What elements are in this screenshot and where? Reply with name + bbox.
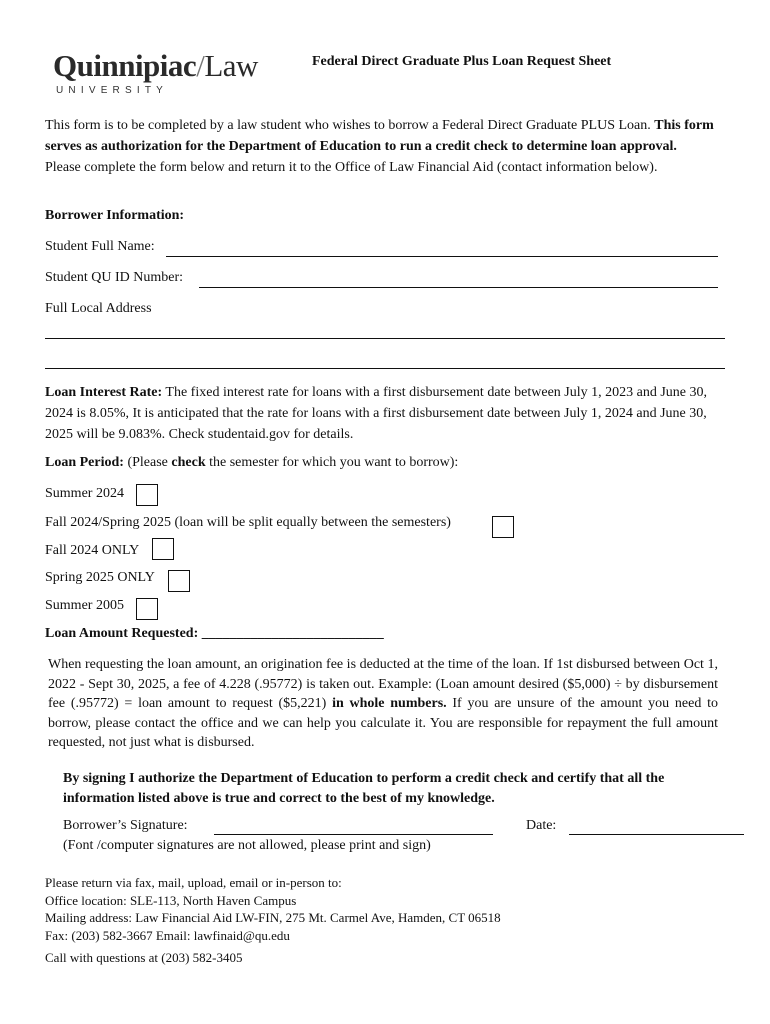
contact-line3: Mailing address: Law Financial Aid LW-FIN, 275 Mt. Carmel Ave, Hamden, CT 06518 [45,910,501,925]
loan-amount-heading: Loan Amount Requested: __________________________ [45,626,384,641]
logo-name: Quinnipiac [53,48,197,83]
intro-line1: This form is to be completed by a law student who wishes to borrow a Federal Direct Graduate PLUS Loan. [45,118,651,133]
option-summer-2024-checkbox[interactable] [136,484,158,506]
loan-amount-note: When requesting the loan amount, an origination fee is deducted at the time of the loan. If 1st disbursed between Oct 1, 2022 - Sept 30, 2025, a fee of 4.228 (.95772) is taken out. Example: (Loan amount desired ($5,000) ÷ by disbursement fee (.95772) = loan amount to request ($5,221) in whole numbers. If you are unsure of the amount you need to borrow, please contact the office and we can help you calculate it. You are responsible for repayment the full amount requested, not just what is disbursed. [48,657,718,750]
intro-paragraph [45,115,715,178]
student-id-label: Student QU ID Number: [45,270,184,285]
intro-rest: Please complete the form below and return it to the Office of Law Financial Aid (contact information below). [45,160,658,175]
logo-law: Law [204,48,258,83]
student-name-field[interactable] [166,256,718,257]
contact-line5: Call with questions at (203) 582-3405 [45,950,243,965]
borrower-heading: Borrower Information: [45,208,185,223]
student-id-field[interactable] [199,287,718,288]
contact-line2: Office location: SLE-113, North Haven Campus [45,892,297,908]
signature-note: (Font /computer signatures are not allowed, please print and sign) [63,838,431,853]
signature-label: Borrower’s Signature: [63,818,188,833]
option-fall-2024-checkbox[interactable] [152,538,174,560]
address-field-line2[interactable] [45,368,725,369]
interest-text: The fixed interest rate for loans with a first disbursement date between July 1, 2023 and June 30, 2024 is 8.05%, It is anticipated that the rate for loans with a first disbursement date between July 1, 2024 and June 30, 2025 will be 9.083%. Check studentaid.gov for details. [45,385,707,442]
student-name-label: Student Full Name: [45,239,155,254]
university-logo: Quinnipiac/Law [53,48,258,83]
option-summer-2005-label: Summer 2005 [45,598,124,613]
loan-period-heading: Loan Period: (Please check the semester for which you want to borrow): [45,455,459,470]
contact-block [45,874,501,967]
page-title: Federal Direct Graduate Plus Loan Request Sheet [312,54,612,69]
loan-amount-field[interactable]: __________________________ [201,626,384,641]
option-spring-2025-label: Spring 2025 ONLY [45,570,155,585]
contact-line1: Please return via fax, mail, upload, email or in-person to: [45,875,342,890]
authorization-statement: By signing I authorize the Department of Education to perform a credit check and certify that all the information listed above is true and correct to the best of my knowledge. [63,771,665,806]
option-summer-2024-label: Summer 2024 [45,486,124,501]
contact-line4: Fax: (203) 582-3667 Email: lawfinaid@qu.edu [45,927,290,943]
option-fall-2024-label: Fall 2024 ONLY [45,543,140,558]
interest-label: Loan Interest Rate: [45,385,163,400]
address-field-line1[interactable] [45,338,725,339]
option-fall-spring-label: Fall 2024/Spring 2025 (loan will be split equally between the semesters) [45,515,451,530]
option-fall-spring-checkbox[interactable] [492,516,514,538]
address-label: Full Local Address [45,301,152,316]
signature-field[interactable] [214,834,493,835]
interest-paragraph [45,382,715,445]
date-label: Date: [526,818,557,833]
logo-university: UNIVERSITY [56,85,169,96]
option-spring-2025-checkbox[interactable] [168,570,190,592]
option-summer-2005-checkbox[interactable] [136,598,158,620]
intro-bold: This form serves as authorization for the Department of Education to run a credit check to determine loan approval. [45,118,714,154]
date-field[interactable] [569,834,744,835]
